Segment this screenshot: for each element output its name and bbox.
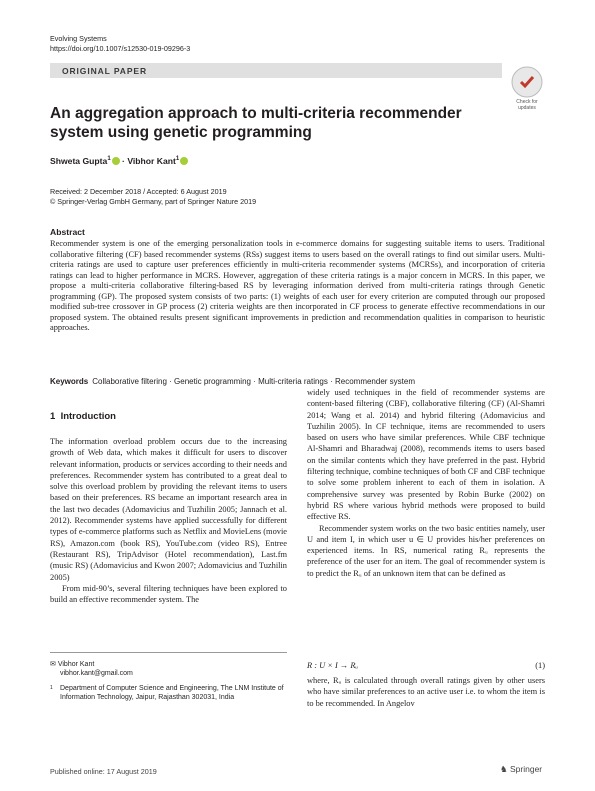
- affiliation-marker: 1: [50, 685, 53, 691]
- keywords-list: Collaborative filtering · Genetic programming · Multi-criteria ratings · Recommender system: [92, 377, 416, 386]
- check-for-updates-badge[interactable]: [510, 65, 544, 99]
- equation-number: (1): [535, 661, 545, 670]
- right-column: [307, 387, 545, 579]
- received-accepted: Received: 2 December 2018 / Accepted: 6 August 2019: [50, 187, 227, 196]
- author-name[interactable]: Shweta Gupta: [50, 156, 108, 166]
- publisher-name: Springer: [510, 764, 543, 774]
- contact-name: Vibhor Kant: [57, 661, 95, 668]
- paragraph: where, Rᵤ is calculated through overall ratings given by other users who have similar preferences to an active user i.e. to whom the item is to be recommended. In Angelov: [307, 676, 545, 708]
- equation-1: [307, 661, 545, 670]
- copyright-line: © Springer-Verlag GmbH Germany, part of Springer Nature 2019: [50, 196, 257, 206]
- equation-body: R : U × I → Rᵤ: [307, 661, 358, 670]
- paragraph: From mid-90’s, several filtering techniques have been explored to build an effective recommender system. The: [50, 583, 287, 605]
- affiliation-marker: 1: [107, 156, 111, 162]
- abstract-text: Recommender system is one of the emerging personalization tools in e-commerce domains for suggesting suitable items to users. Traditional collaborative filtering (CF) based recommender systems (RSs) suggest items to users based on the overall ratings to find out similar users. Multi-criteria ratings are used to capture user preferences efficiently in multi-criteria recommender systems (MCRSs), and incorporation of criteria ratings can lead to higher performance in MCRS. However, aggregation of these criteria ratings is a major concern in MCRS. In this paper, we propose a multi-criteria collaborative filtering-based RS by leveraging information derived from multi-criteria ratings through Genetic programming (GP). The proposed system consists of two parts: (1) weights of each user for every criterion are computed through our proposed modified sub-tree crossover in GP process (2) criteria weights are then incorporated in CF process to generate effective recommendations in our proposed system. The obtained results present significant improvements in prediction and recommendation qualities in comparison to heuristic approaches.: [50, 239, 545, 333]
- author-name[interactable]: Vibhor Kant: [127, 156, 176, 166]
- affiliation: [50, 684, 287, 702]
- section-heading: [50, 411, 116, 422]
- affiliation-marker: 1: [175, 156, 180, 162]
- abstract-heading: Abstract: [50, 227, 85, 237]
- paragraph: Recommender system works on the two basic entities namely, user U and item I, in which user u ∈ U provides his/her preferences on experienced items. In RS, numerical rating Rᵤ represents the preference of the user for an item. The goal of recommender system is to predict the Rᵤ of an unknown item that can be defined as: [307, 523, 545, 578]
- orcid-icon[interactable]: [180, 157, 188, 165]
- envelope-icon: ✉: [50, 661, 56, 668]
- author-separator: ·: [122, 156, 125, 166]
- section-number: 1: [50, 411, 56, 422]
- author-list: [50, 156, 188, 166]
- paragraph: The information overload problem occurs due to the increasing growth of Web data, which makes it difficult for users to discover relevant information, products or services according to their needs and preferences. Recommender system has contributed to a great deal to solve this overload problem by providing the relevant items to users based on their preferences. RS became an important research area in the last two decades (Adomavicius and Tuzhilin 2005; Jannach et al. 2012). Recommender systems have applied successfully for different types of e-commerce platforms such as Netflix and MovieLens (movie RS), Amazon.com (book RS), YouTube.com (video RS), Entree (Restaurant RS), TripAdvisor (Hotel recommendation), Last.fm (music RS) (Adomavicius and Kwon 2007; Adomavicius and Tuzhilin 2005): [50, 437, 287, 582]
- orcid-icon[interactable]: [112, 157, 120, 165]
- check-updates-icon: [510, 65, 544, 99]
- check-updates-label[interactable]: Check for updates: [516, 99, 538, 111]
- paragraph: widely used techniques in the field of recommender systems are content-based filtering (CBF), collaborative filtering (CF) (Al-Shamri 2014; Wang et al. 2014) and hybrid filtering (Adomavicius and Tuzhilin 2005). In CF technique, items are recommended to users based on users who have similar preferences. While CBF technique Al-Shamri and Bharadwaj (2008), recommends items to users based on the similar contents which they have preferred in the past. Hybrid filtering technique, combine techniques of both CF and CBF technique to solve some problem inherent to each of them in isolation. A comprehensive survey was presented by Robin Burke (2002) on hybrid RS where various hybrid methods were proposed to build effective RS.: [307, 388, 545, 522]
- keywords: [50, 377, 545, 386]
- left-column: [50, 436, 287, 605]
- footnote-divider: [50, 652, 287, 653]
- journal-header: [50, 34, 190, 54]
- correspondence: [50, 660, 287, 669]
- contact-email[interactable]: vibhor.kant@gmail.com: [60, 670, 133, 677]
- journal-doi[interactable]: https://doi.org/10.1007/s12530-019-09296-3: [50, 44, 191, 53]
- keywords-label: Keywords: [50, 377, 89, 386]
- publication-dates: [50, 187, 256, 206]
- footnote: [50, 660, 287, 702]
- section-title: Introduction: [60, 411, 116, 422]
- affiliation-text: Department of Computer Science and Engineering, The LNM Institute of Information Technology, Jaipur, Rajasthan 302031, India: [60, 685, 284, 701]
- paper-title: An aggregation approach to multi-criteria recommender system using genetic programming: [50, 105, 462, 141]
- article-type-label: ORIGINAL PAPER: [62, 66, 148, 76]
- springer-horse-icon: ♞: [500, 764, 508, 774]
- published-online: Published online: 17 August 2019: [50, 767, 157, 776]
- publisher-logo: [500, 764, 542, 775]
- journal-name: Evolving Systems: [50, 34, 107, 43]
